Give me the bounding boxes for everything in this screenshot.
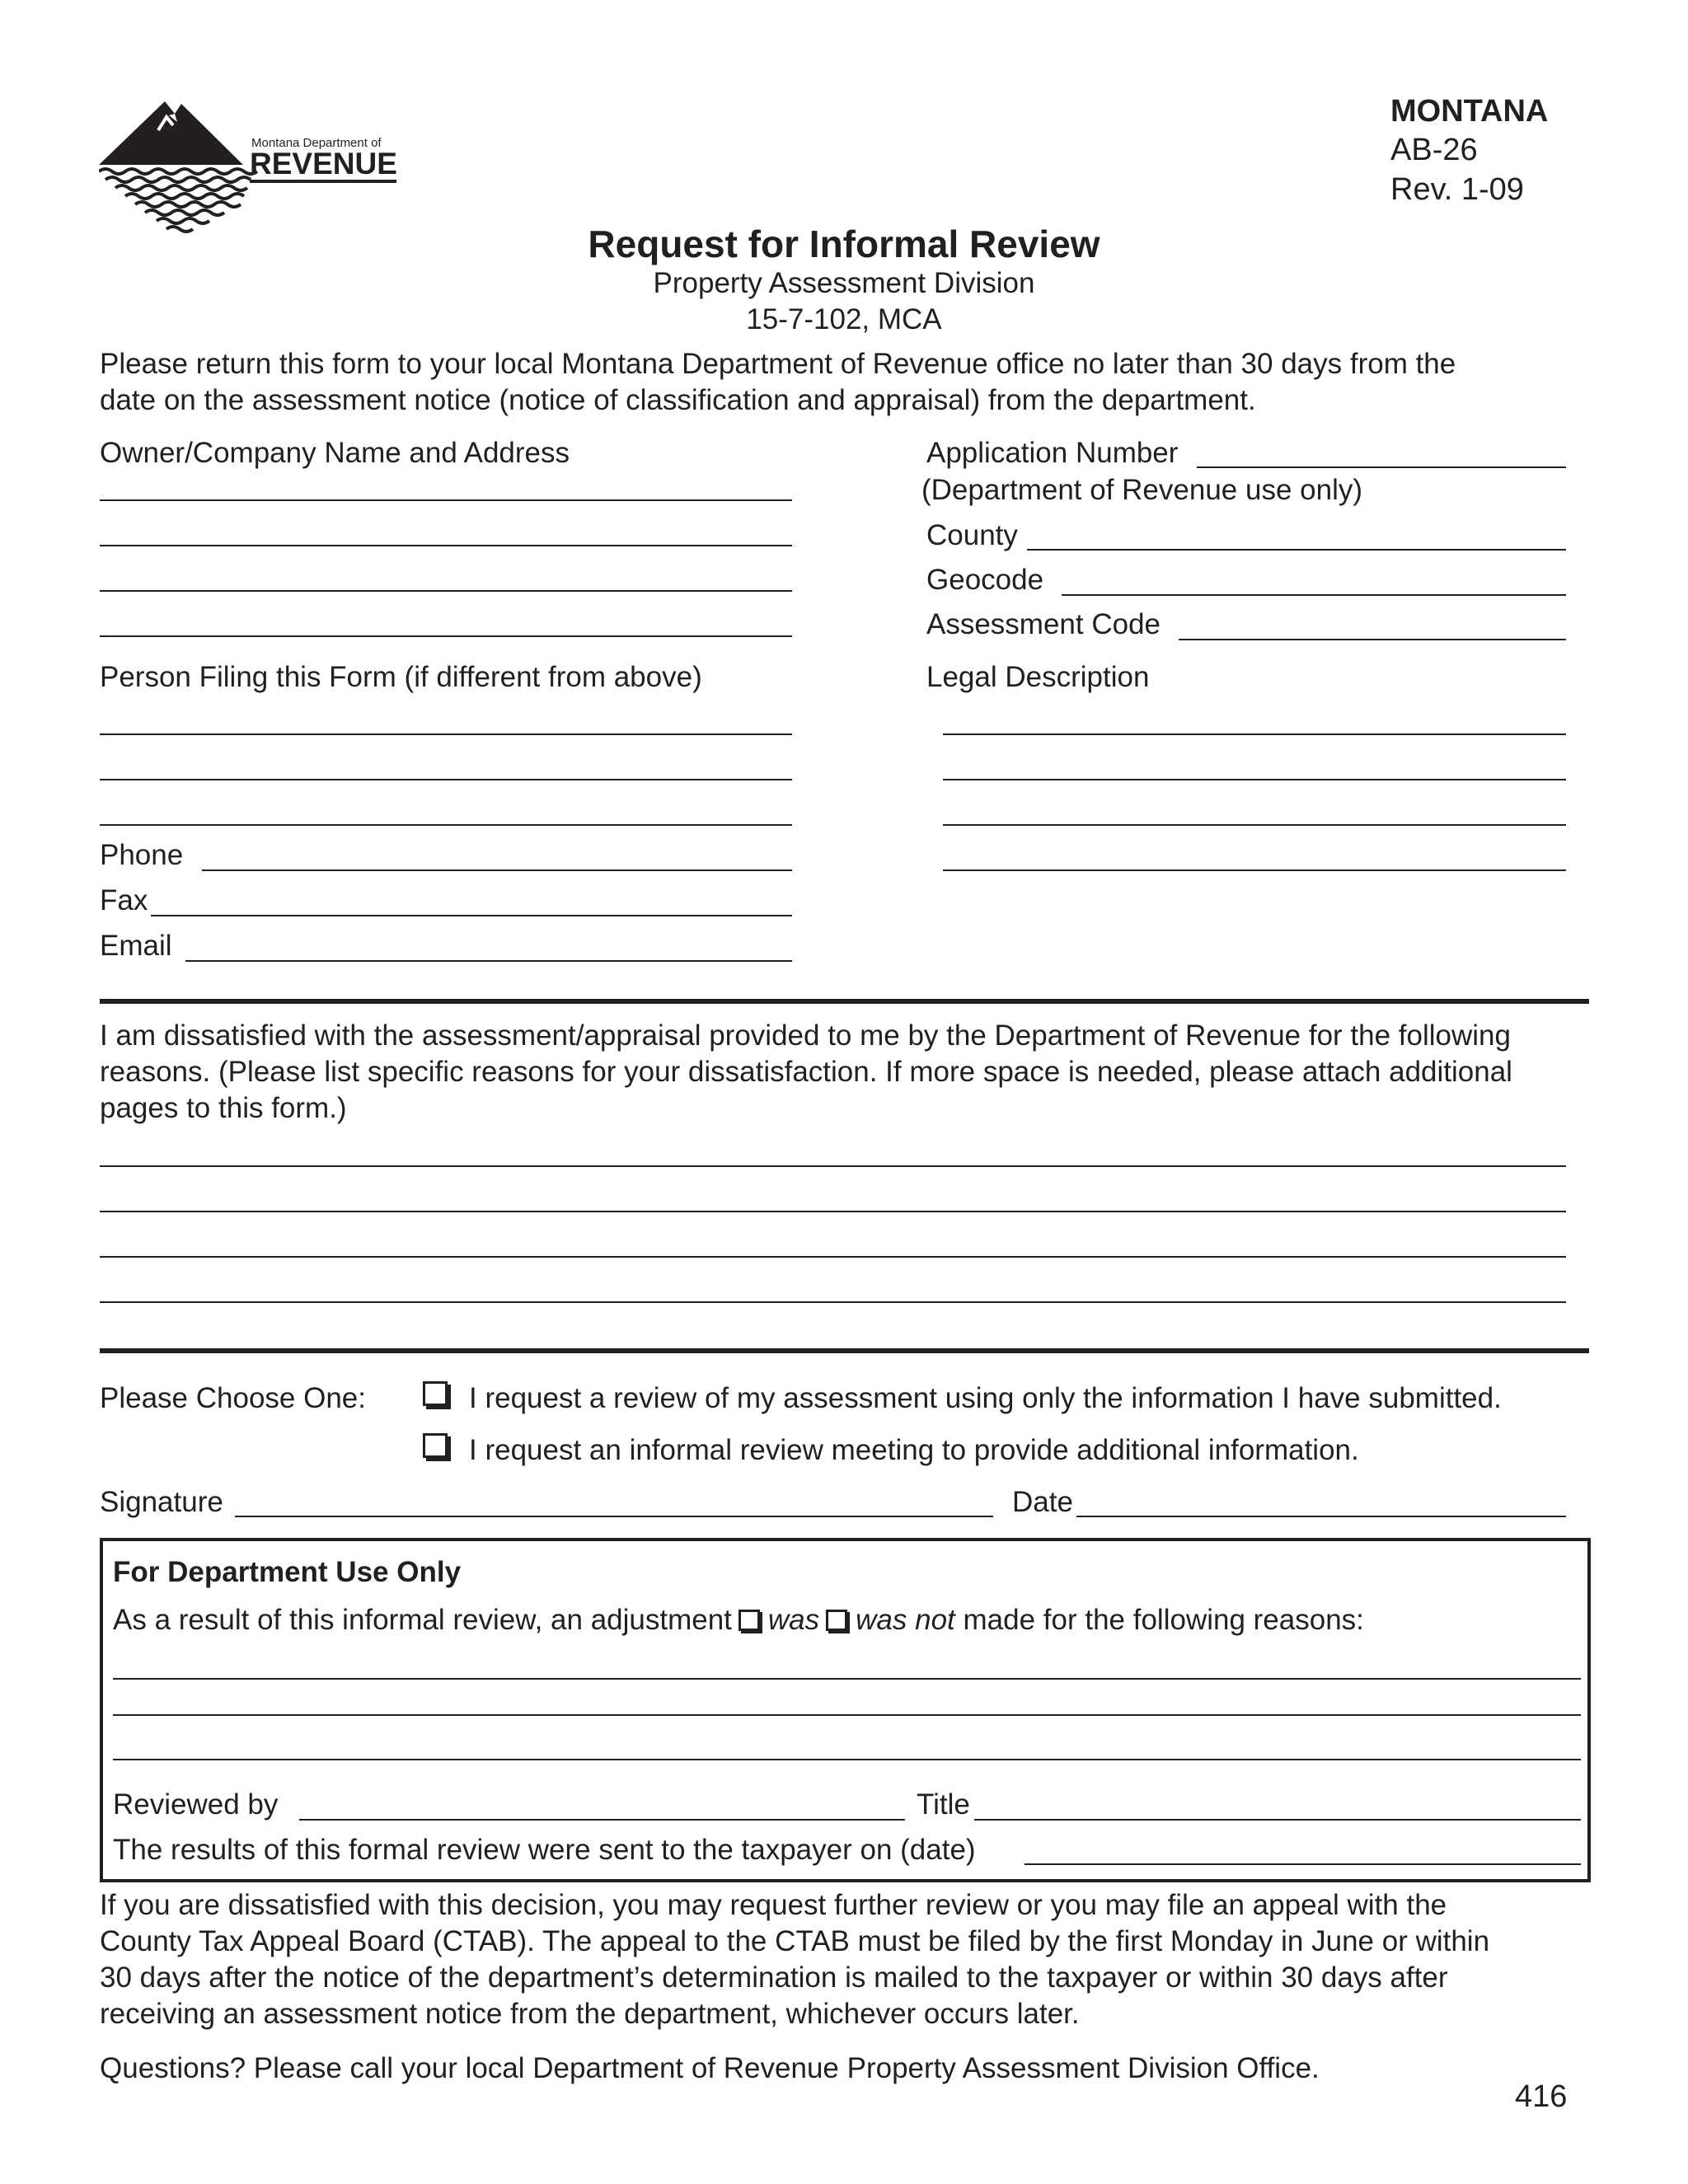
adjustment-prefix: As a result of this informal review, an adjustment — [113, 1604, 732, 1636]
appeal-line-1: If you are dissatisfied with this decision, you may request further review or you may file an appeal with the — [100, 1889, 1447, 1921]
dissatisfied-line-2: reasons. (Please list specific reasons for your dissatisfaction. If more space is needed, please attach additional — [100, 1056, 1512, 1088]
division-subtitle: Property Assessment Division — [653, 267, 1035, 299]
option-meeting-label: I request an informal review meeting to provide additional information. — [469, 1434, 1359, 1466]
signature-label: Signature — [100, 1486, 223, 1518]
legal-description-label: Legal Description — [926, 661, 1150, 693]
page-title: Request for Informal Review — [588, 223, 1100, 265]
logo-underline — [250, 180, 396, 183]
owner-field-line-3[interactable] — [100, 590, 792, 592]
owner-field-line-4[interactable] — [100, 635, 792, 637]
county-field[interactable] — [1027, 549, 1566, 551]
instructions-line-2: date on the assessment notice (notice of classification and appraisal) from the department. — [100, 384, 1256, 416]
revenue-logo — [99, 97, 404, 233]
application-number-label: Application Number — [926, 437, 1179, 469]
date-label: Date — [1012, 1486, 1073, 1518]
dissatisfied-line-1: I am dissatisfied with the assessment/appraisal provided to me by the Department of Revenue for the following — [100, 1019, 1511, 1052]
form-state: MONTANA — [1390, 94, 1549, 129]
statute-reference: 15-7-102, MCA — [746, 303, 942, 335]
filer-field-line-1[interactable] — [100, 733, 792, 735]
questions-line: Questions? Please call your local Department of Revenue Property Assessment Division Office. — [100, 2052, 1320, 2084]
legal-description-line-4[interactable] — [943, 869, 1566, 871]
phone-field[interactable] — [202, 869, 792, 871]
section-divider-2 — [100, 1348, 1589, 1353]
dissatisfied-line-3: pages to this form.) — [100, 1092, 347, 1124]
geocode-field[interactable] — [1062, 594, 1566, 596]
email-label: Email — [100, 930, 172, 962]
dept-reason-line-3[interactable] — [113, 1759, 1581, 1760]
reasons-line-4[interactable] — [100, 1301, 1566, 1303]
was-not-label: was not — [856, 1604, 955, 1636]
form-revision: Rev. 1-09 — [1390, 172, 1524, 207]
results-sent-label: The results of this formal review were sent to the taxpayer on (date) — [113, 1834, 976, 1866]
assessment-code-label: Assessment Code — [926, 608, 1161, 640]
option-meeting-checkbox[interactable] — [423, 1433, 448, 1458]
adjustment-suffix: made for the following reasons: — [963, 1604, 1364, 1636]
legal-description-line-2[interactable] — [943, 779, 1566, 780]
filer-field-line-3[interactable] — [100, 824, 792, 826]
was-label: was — [767, 1604, 820, 1636]
phone-label: Phone — [100, 839, 184, 871]
was-checkbox[interactable] — [738, 1610, 760, 1631]
appeal-line-4: receiving an assessment notice from the department, whichever occurs later. — [100, 1998, 1080, 2030]
filer-label: Person Filing this Form (if different from above) — [100, 661, 702, 693]
appeal-line-3: 30 days after the notice of the department’s determination is mailed to the taxpayer or within 30 days after — [100, 1961, 1448, 1994]
section-divider-1 — [100, 999, 1589, 1004]
signature-field[interactable] — [235, 1516, 993, 1517]
legal-description-line-1[interactable] — [943, 733, 1566, 735]
assessment-code-field[interactable] — [1179, 639, 1566, 640]
title-label: Title — [917, 1788, 970, 1821]
reasons-line-3[interactable] — [100, 1256, 1566, 1258]
filer-field-line-2[interactable] — [100, 779, 792, 780]
application-number-field[interactable] — [1197, 466, 1566, 468]
reviewed-by-field[interactable] — [299, 1819, 905, 1821]
county-label: County — [926, 519, 1018, 551]
reviewed-by-label: Reviewed by — [113, 1788, 279, 1821]
owner-field-line-2[interactable] — [100, 545, 792, 546]
form-number: AB-26 — [1390, 133, 1478, 167]
title-field[interactable] — [974, 1819, 1581, 1821]
logo-revenue-text: REVENUE — [250, 147, 397, 180]
was-not-checkbox[interactable] — [826, 1610, 847, 1631]
geocode-label: Geocode — [926, 564, 1044, 596]
application-number-note: (Department of Revenue use only) — [921, 474, 1362, 506]
appeal-line-2: County Tax Appeal Board (CTAB). The appeal to the CTAB must be filed by the first Monday in June or within — [100, 1925, 1490, 1957]
department-use-heading: For Department Use Only — [113, 1556, 462, 1588]
dept-reason-line-1[interactable] — [113, 1678, 1581, 1680]
dept-reason-line-2[interactable] — [113, 1714, 1581, 1716]
owner-field-line-1[interactable] — [100, 499, 792, 501]
page-code: 416 — [1515, 2079, 1568, 2114]
legal-description-line-3[interactable] — [943, 824, 1566, 826]
reasons-line-2[interactable] — [100, 1211, 1566, 1212]
reasons-line-1[interactable] — [100, 1165, 1566, 1167]
logo-dept-line: Montana Department of — [251, 136, 382, 150]
email-field[interactable] — [185, 960, 792, 962]
owner-label: Owner/Company Name and Address — [100, 437, 570, 469]
fax-field[interactable] — [151, 915, 792, 916]
department-use-box — [100, 1538, 1591, 1882]
date-field[interactable] — [1076, 1516, 1566, 1517]
option-review-checkbox[interactable] — [423, 1381, 448, 1406]
adjustment-result-line — [113, 1604, 1364, 1637]
option-review-label: I request a review of my assessment using only the information I have submitted. — [469, 1382, 1502, 1414]
fax-label: Fax — [100, 884, 148, 916]
instructions-line-1: Please return this form to your local Montana Department of Revenue office no later than 30 days from the — [100, 348, 1456, 380]
results-sent-date-field[interactable] — [1025, 1863, 1581, 1865]
choose-one-label: Please Choose One: — [100, 1382, 366, 1414]
